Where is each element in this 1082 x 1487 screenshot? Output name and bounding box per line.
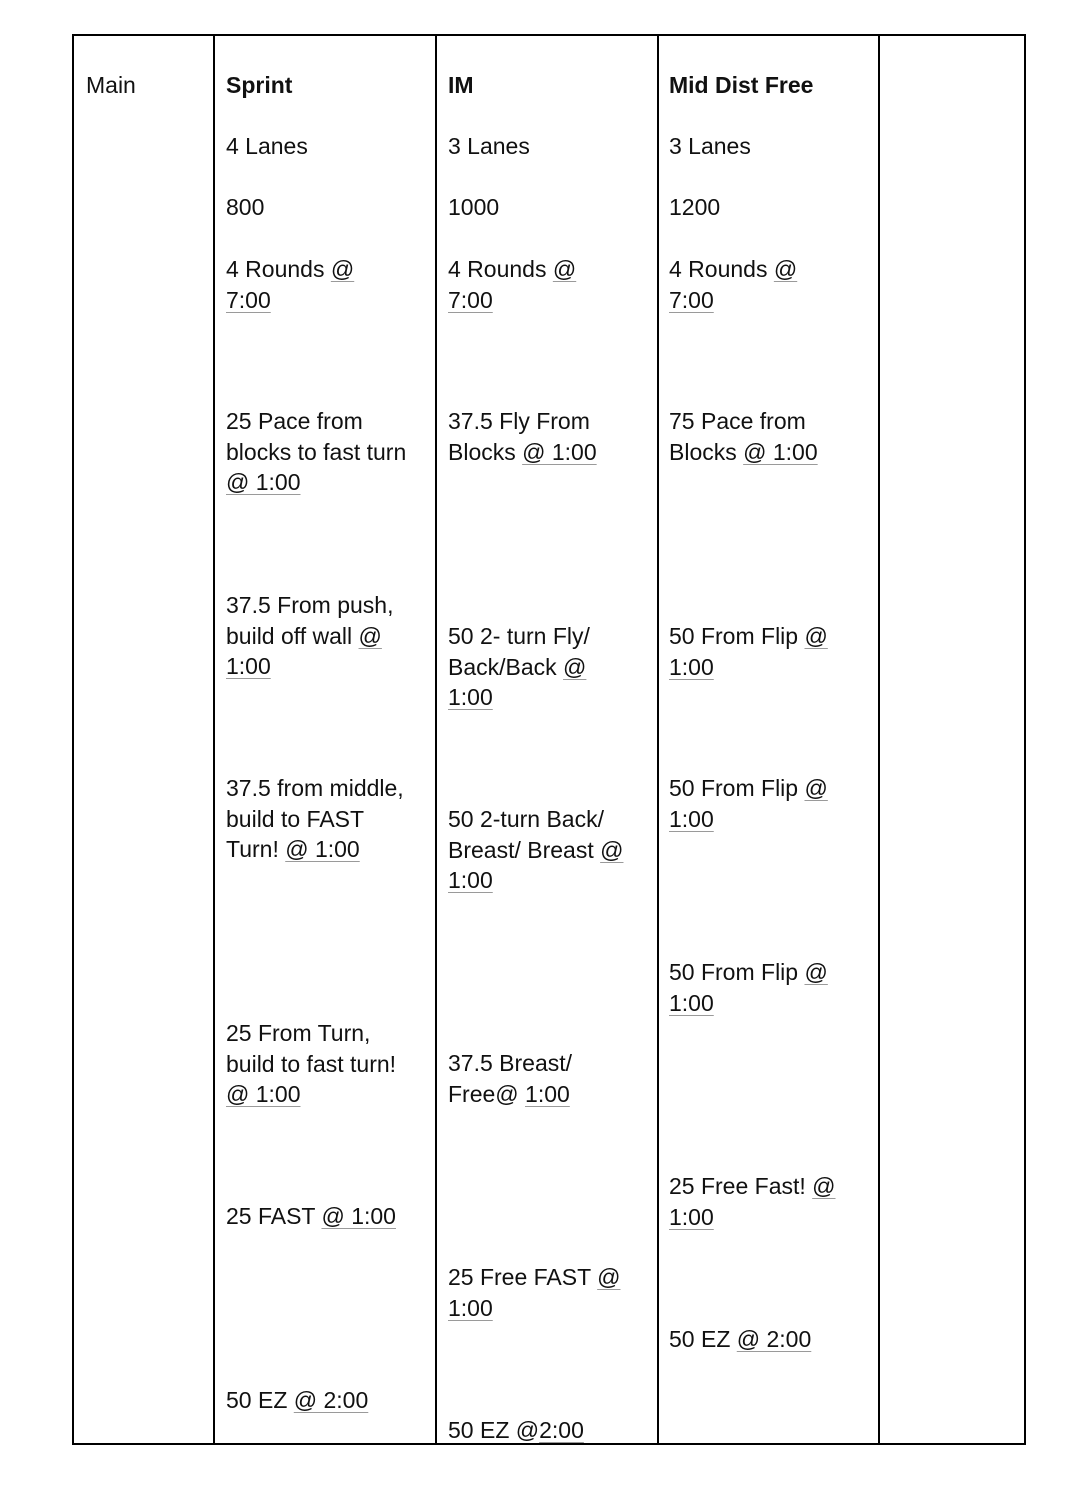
sprint-set (226, 1201, 396, 1232)
set-text: 50 From Flip (669, 775, 805, 801)
interval-link: 1:00 (669, 653, 714, 680)
set-text: 37.5 Breast/ (448, 1050, 573, 1076)
interval-link: 1:00 (448, 1294, 493, 1321)
im-set (448, 406, 597, 467)
interval-link: @ 1:00 (743, 438, 818, 465)
interval-link: @ (773, 256, 798, 282)
interval-link: @ 1:00 (226, 469, 301, 495)
workout-table (72, 34, 1026, 1445)
im-yardage: 1000 (448, 194, 500, 220)
interval-link: 1:00 (226, 653, 271, 679)
set-text: Free@ (448, 1080, 526, 1107)
column-divider (435, 36, 437, 1443)
column-divider (657, 36, 659, 1443)
rounds-text: 4 Rounds (448, 256, 553, 282)
set-text: 25 From Turn, (226, 1020, 371, 1046)
im-set (448, 1415, 584, 1446)
set-text: blocks to fast turn (226, 438, 407, 465)
interval-link: @ (330, 256, 355, 282)
column-divider (878, 36, 880, 1443)
interval-link: @ (812, 1173, 836, 1199)
set-text: 37.5 From push, (226, 592, 394, 618)
set-text: 25 FAST (226, 1203, 322, 1229)
interval-link: 1:00 (669, 989, 714, 1016)
sprint-set (226, 406, 406, 498)
interval-link: @ 1:00 (522, 438, 597, 465)
row-label: Main (86, 72, 136, 98)
set-text: 50 From Flip (669, 959, 805, 985)
set-text: build to fast turn! (226, 1050, 397, 1077)
set-text: 37.5 Fly From (448, 408, 590, 434)
interval-link: @ 2:00 (293, 1387, 369, 1413)
set-text: build to FAST (226, 805, 365, 832)
set-text: 50 2-turn Back/ (448, 806, 604, 832)
interval-link: 2:00 (539, 1417, 584, 1443)
set-text: build off wall (226, 622, 359, 649)
im-rounds (448, 254, 576, 315)
interval-link: @ (804, 959, 828, 985)
interval-link: @ 1:00 (321, 1203, 396, 1229)
set-text: 25 Free FAST (448, 1264, 598, 1290)
interval-link: @ (600, 836, 624, 863)
interval-link: 1:00 (448, 684, 493, 710)
im-set (448, 804, 623, 896)
sprint-set (226, 1018, 396, 1110)
interval-link: @ (804, 623, 828, 649)
sprint-yardage: 800 (226, 194, 265, 220)
interval-link: 7:00 (226, 286, 271, 313)
interval-link: @ (552, 256, 577, 282)
mid-dist-free-set (669, 406, 818, 467)
mid-dist-free-set (669, 621, 828, 682)
sprint-set (226, 1385, 368, 1416)
mid-dist-free-lanes: 3 Lanes (669, 133, 751, 159)
interval-link: 1:00 (669, 1203, 714, 1230)
interval-link: @ (358, 622, 382, 649)
sprint-title: Sprint (226, 72, 293, 98)
set-text: 25 Pace from (226, 408, 363, 434)
column-divider (1024, 36, 1026, 1443)
set-text: 50 EZ (669, 1326, 737, 1352)
sprint-rounds (226, 254, 354, 315)
im-title: IM (448, 72, 474, 98)
im-set (448, 1048, 572, 1109)
mid-dist-free-set (669, 1324, 811, 1355)
interval-link: 7:00 (448, 286, 493, 313)
mid-dist-free-set (669, 1171, 836, 1232)
rounds-text: 4 Rounds (669, 256, 774, 282)
interval-link: @ (804, 775, 828, 801)
set-text: Blocks (669, 438, 744, 465)
interval-link: @ 1:00 (285, 836, 360, 862)
im-set (448, 1262, 621, 1323)
interval-link: @ (597, 1264, 621, 1290)
im-lanes: 3 Lanes (448, 133, 530, 159)
set-text: Breast/ Breast (448, 836, 601, 863)
set-text: 37.5 from middle, (226, 775, 404, 801)
im-set (448, 621, 590, 713)
set-text: 25 Free Fast! (669, 1173, 813, 1199)
interval-link: 1:00 (525, 1080, 570, 1107)
interval-link: @ 1:00 (226, 1081, 301, 1107)
rounds-text: 4 Rounds (226, 256, 331, 282)
set-text: Back/Back (448, 653, 564, 680)
interval-link: @ (563, 653, 587, 680)
set-text: 75 Pace from (669, 408, 806, 434)
set-text: 50 From Flip (669, 623, 805, 649)
set-text: 50 EZ (226, 1387, 294, 1413)
mid-dist-free-set (669, 957, 828, 1018)
sprint-set (226, 590, 393, 682)
mid-dist-free-title: Mid Dist Free (669, 72, 814, 98)
interval-link: 1:00 (669, 805, 714, 832)
mid-dist-free-yardage: 1200 (669, 194, 721, 220)
mid-dist-free-rounds (669, 254, 797, 315)
set-text: Blocks (448, 438, 523, 465)
sprint-lanes: 4 Lanes (226, 133, 308, 159)
set-text: Turn! (226, 836, 286, 862)
set-text: 50 2- turn Fly/ (448, 623, 590, 649)
mid-dist-free-set (669, 773, 828, 834)
sprint-set (226, 773, 404, 865)
column-divider (213, 36, 215, 1443)
interval-link: 7:00 (669, 286, 714, 313)
interval-link: @ 2:00 (736, 1326, 812, 1352)
interval-link: 1:00 (448, 867, 493, 893)
set-text: 50 EZ @ (448, 1417, 540, 1443)
